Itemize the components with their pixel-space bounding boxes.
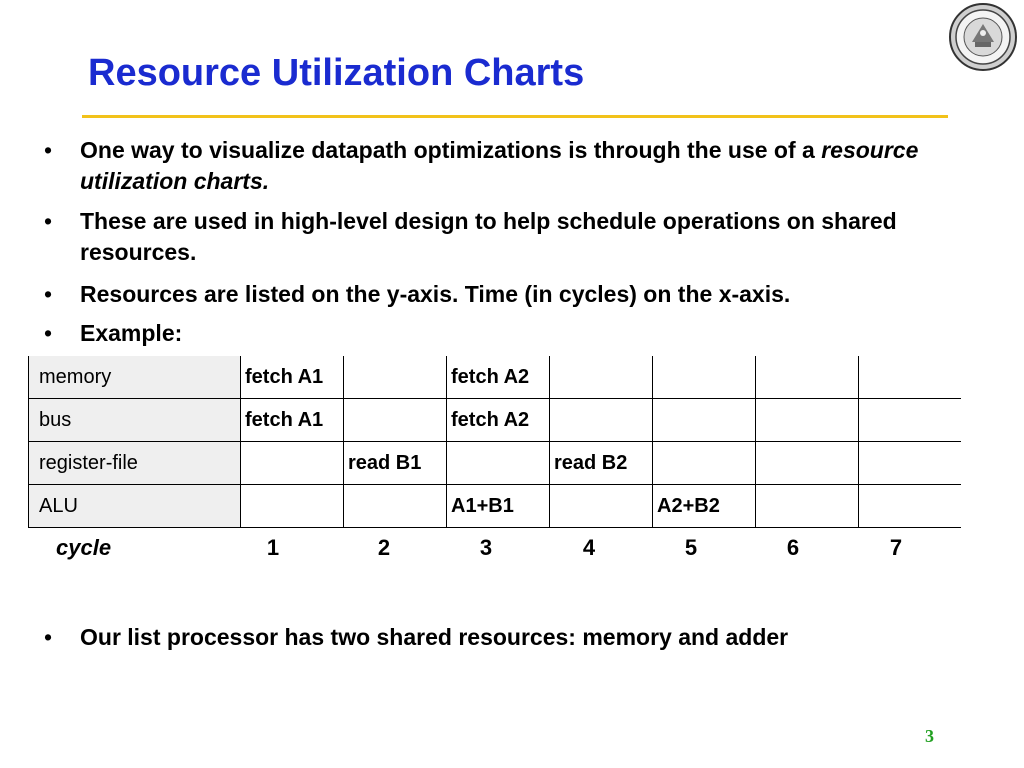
cycle-number: 2	[377, 535, 391, 560]
schedule-cell: read B2	[550, 442, 653, 485]
table-row	[29, 356, 962, 399]
schedule-cell	[241, 485, 344, 528]
schedule-cell	[344, 399, 447, 442]
schedule-cell: fetch A1	[241, 399, 344, 442]
bullet-1-emphasis: resource utilization charts.	[80, 137, 919, 194]
schedule-cell	[859, 399, 962, 442]
schedule-cell	[859, 442, 962, 485]
university-seal-icon	[948, 2, 1018, 72]
bullet-dot: •	[44, 281, 53, 307]
table-body	[29, 356, 962, 528]
schedule-cell: A1+B1	[447, 485, 550, 528]
schedule-cell	[653, 356, 756, 399]
schedule-cell	[550, 356, 653, 399]
schedule-cell	[756, 442, 859, 485]
schedule-cell	[653, 399, 756, 442]
schedule-cell	[550, 399, 653, 442]
schedule-cell	[653, 442, 756, 485]
bullet-dot: •	[44, 137, 53, 163]
schedule-cell	[859, 485, 962, 528]
bullet-dot: •	[44, 320, 53, 346]
schedule-cell: fetch A2	[447, 399, 550, 442]
bullet-2-text: These are used in high-level design to help schedule operations on shared resources.	[80, 208, 897, 265]
schedule-cell	[344, 356, 447, 399]
page-number: 3	[925, 726, 934, 746]
bullet-5-text: Our list processor has two shared resources: memory and adder	[80, 624, 789, 650]
schedule-cell	[447, 442, 550, 485]
schedule-cell	[756, 356, 859, 399]
title-underline	[82, 115, 948, 118]
cycle-number: 1	[266, 535, 280, 560]
schedule-cell: read B1	[344, 442, 447, 485]
schedule-cell	[241, 442, 344, 485]
schedule-cell	[344, 485, 447, 528]
bullet-dot: •	[44, 208, 53, 234]
schedule-cell	[550, 485, 653, 528]
cycle-number: 4	[582, 535, 596, 560]
slide-title: Resource Utilization Charts	[88, 52, 585, 94]
cycle-number: 6	[786, 535, 800, 560]
schedule-cell: fetch A2	[447, 356, 550, 399]
bullet-dot: •	[44, 624, 53, 650]
table-row	[29, 442, 962, 485]
schedule-cell: A2+B2	[653, 485, 756, 528]
bullet-3-text: Resources are listed on the y-axis. Time (in cycles) on the x-axis.	[80, 281, 791, 307]
schedule-cell: fetch A1	[241, 356, 344, 399]
table-row	[29, 485, 962, 528]
cycle-number: 3	[479, 535, 493, 560]
resource-label: ALU	[29, 485, 241, 528]
schedule-cell	[756, 399, 859, 442]
cycle-number: 7	[889, 535, 903, 560]
resource-label: bus	[29, 399, 241, 442]
bullet-1-text: One way to visualize datapath optimizations is through the use of a	[80, 137, 822, 163]
schedule-cell	[859, 356, 962, 399]
cycle-number: 5	[684, 535, 698, 560]
table-row	[29, 399, 962, 442]
resource-label: memory	[29, 356, 241, 399]
resource-label: register-file	[29, 442, 241, 485]
resource-utilization-table	[28, 356, 961, 528]
bullet-4-text: Example:	[80, 320, 183, 346]
cycle-axis-label: cycle	[56, 535, 112, 560]
schedule-cell	[756, 485, 859, 528]
